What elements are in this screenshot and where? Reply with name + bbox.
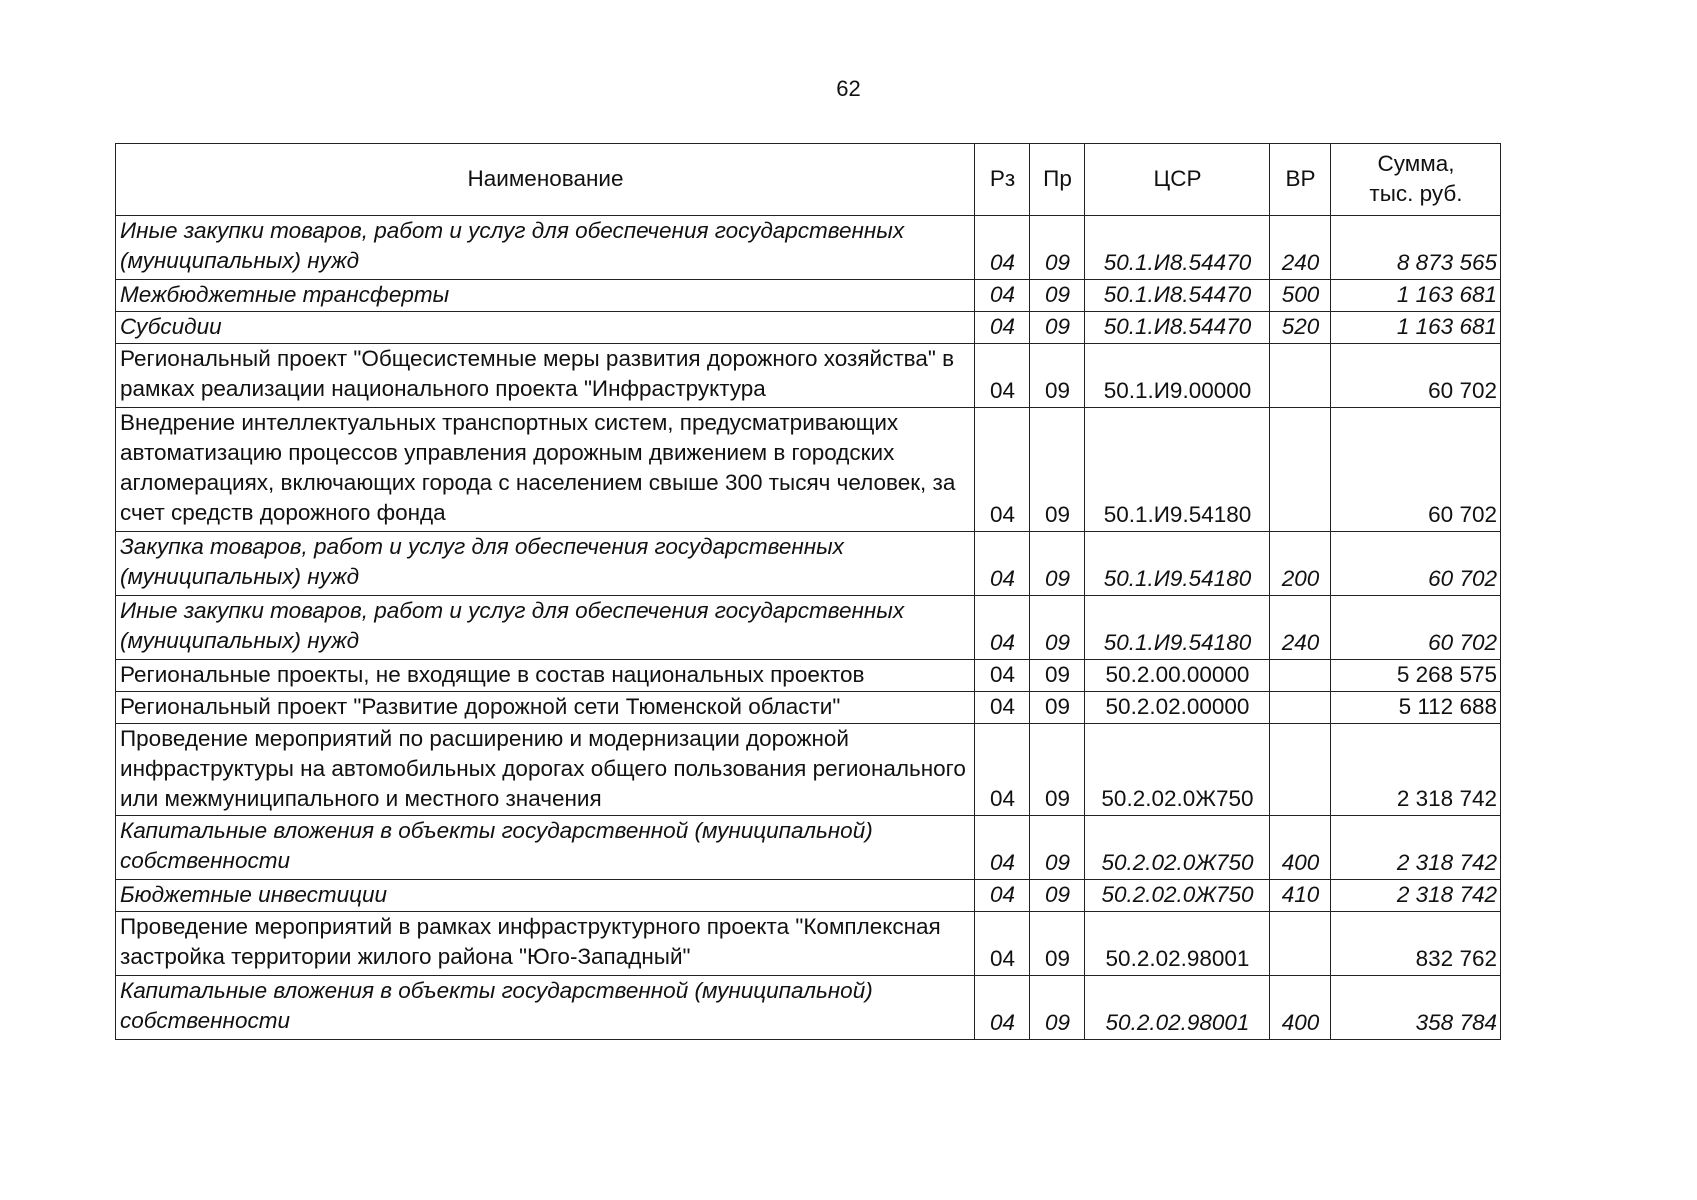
row-csr: 50.2.02.0Ж750 <box>1085 816 1270 880</box>
row-sum: 2 318 742 <box>1331 816 1501 880</box>
row-rz: 04 <box>975 532 1030 596</box>
row-csr: 50.2.00.00000 <box>1085 660 1270 692</box>
row-sum: 832 762 <box>1331 912 1501 976</box>
row-sum: 8 873 565 <box>1331 216 1501 280</box>
row-vr <box>1270 660 1331 692</box>
row-rz: 04 <box>975 312 1030 344</box>
row-vr: 520 <box>1270 312 1331 344</box>
table-row <box>116 816 1501 880</box>
row-name: Внедрение интеллектуальных транспортных систем, предусматривающих автоматизацию процессов управления дорожным движением в городских агломерациях, включающих города с населением свыше 300 тысяч человек, за счет средств дорожного фонда <box>116 408 975 532</box>
row-name: Проведение мероприятий по расширению и модернизации дорожной инфраструктуры на автомобильных дорогах общего пользования регионального или межмуниципального и местного значения <box>116 724 975 816</box>
row-csr: 50.2.02.0Ж750 <box>1085 880 1270 912</box>
row-pr: 09 <box>1030 880 1085 912</box>
row-csr: 50.1.И8.54470 <box>1085 312 1270 344</box>
row-sum: 2 318 742 <box>1331 724 1501 816</box>
row-vr: 240 <box>1270 216 1331 280</box>
header-csr: ЦСР <box>1085 144 1270 216</box>
row-sum: 5 112 688 <box>1331 692 1501 724</box>
header-name: Наименование <box>116 144 975 216</box>
table-row <box>116 596 1501 660</box>
row-sum: 1 163 681 <box>1331 312 1501 344</box>
row-pr: 09 <box>1030 280 1085 312</box>
row-name: Региональный проект "Общесистемные меры развития дорожного хозяйства" в рамках реализации национального проекта "Инфраструктура <box>116 344 975 408</box>
header-rz: Рз <box>975 144 1030 216</box>
row-rz: 04 <box>975 880 1030 912</box>
row-sum: 2 318 742 <box>1331 880 1501 912</box>
table-row <box>116 312 1501 344</box>
row-pr: 09 <box>1030 912 1085 976</box>
row-name: Иные закупки товаров, работ и услуг для обеспечения государственных (муниципальных) нужд <box>116 216 975 280</box>
row-rz: 04 <box>975 216 1030 280</box>
row-pr: 09 <box>1030 408 1085 532</box>
page-number: 62 <box>836 76 861 101</box>
row-sum: 5 268 575 <box>1331 660 1501 692</box>
table-row <box>116 216 1501 280</box>
row-sum: 60 702 <box>1331 408 1501 532</box>
row-csr: 50.1.И9.54180 <box>1085 532 1270 596</box>
row-pr: 09 <box>1030 596 1085 660</box>
row-csr: 50.1.И9.54180 <box>1085 408 1270 532</box>
table-row <box>116 880 1501 912</box>
row-vr: 410 <box>1270 880 1331 912</box>
row-vr: 400 <box>1270 976 1331 1040</box>
header-sum <box>1331 144 1501 216</box>
row-csr: 50.2.02.00000 <box>1085 692 1270 724</box>
row-vr <box>1270 344 1331 408</box>
table-row <box>116 280 1501 312</box>
row-sum: 1 163 681 <box>1331 280 1501 312</box>
row-rz: 04 <box>975 408 1030 532</box>
row-rz: 04 <box>975 724 1030 816</box>
row-pr: 09 <box>1030 216 1085 280</box>
row-vr: 500 <box>1270 280 1331 312</box>
row-csr: 50.1.И9.00000 <box>1085 344 1270 408</box>
row-csr: 50.2.02.98001 <box>1085 912 1270 976</box>
row-csr: 50.2.02.98001 <box>1085 976 1270 1040</box>
row-vr: 400 <box>1270 816 1331 880</box>
row-rz: 04 <box>975 912 1030 976</box>
row-pr: 09 <box>1030 976 1085 1040</box>
row-csr: 50.2.02.0Ж750 <box>1085 724 1270 816</box>
row-pr: 09 <box>1030 532 1085 596</box>
table-row <box>116 912 1501 976</box>
header-pr: Пр <box>1030 144 1085 216</box>
row-name: Капитальные вложения в объекты государственной (муниципальной) собственности <box>116 816 975 880</box>
row-rz: 04 <box>975 280 1030 312</box>
row-vr: 200 <box>1270 532 1331 596</box>
row-csr: 50.1.И8.54470 <box>1085 216 1270 280</box>
table-row <box>116 692 1501 724</box>
row-pr: 09 <box>1030 816 1085 880</box>
row-sum: 60 702 <box>1331 596 1501 660</box>
row-pr: 09 <box>1030 660 1085 692</box>
row-name: Иные закупки товаров, работ и услуг для обеспечения государственных (муниципальных) нужд <box>116 596 975 660</box>
row-rz: 04 <box>975 344 1030 408</box>
table-header-row <box>116 144 1501 216</box>
row-rz: 04 <box>975 660 1030 692</box>
row-vr: 240 <box>1270 596 1331 660</box>
row-pr: 09 <box>1030 344 1085 408</box>
row-sum: 60 702 <box>1331 344 1501 408</box>
table-row <box>116 660 1501 692</box>
row-vr <box>1270 912 1331 976</box>
row-name: Региональные проекты, не входящие в состав национальных проектов <box>116 660 975 692</box>
row-vr <box>1270 692 1331 724</box>
table-row <box>116 408 1501 532</box>
table-row <box>116 724 1501 816</box>
row-rz: 04 <box>975 692 1030 724</box>
row-csr: 50.1.И8.54470 <box>1085 280 1270 312</box>
table-row <box>116 532 1501 596</box>
row-name: Межбюджетные трансферты <box>116 280 975 312</box>
row-name: Закупка товаров, работ и услуг для обеспечения государственных (муниципальных) нужд <box>116 532 975 596</box>
row-rz: 04 <box>975 976 1030 1040</box>
header-sum-line1: Сумма, <box>1377 151 1455 176</box>
row-csr: 50.1.И9.54180 <box>1085 596 1270 660</box>
header-sum-line2: тыс. руб. <box>1369 181 1463 206</box>
row-sum: 60 702 <box>1331 532 1501 596</box>
row-name: Бюджетные инвестиции <box>116 880 975 912</box>
row-vr <box>1270 724 1331 816</box>
row-rz: 04 <box>975 816 1030 880</box>
row-pr: 09 <box>1030 692 1085 724</box>
row-vr <box>1270 408 1331 532</box>
row-name: Проведение мероприятий в рамках инфраструктурного проекта "Комплексная застройка территории жилого района "Юго-Западный" <box>116 912 975 976</box>
row-name: Региональный проект "Развитие дорожной сети Тюменской области" <box>116 692 975 724</box>
row-pr: 09 <box>1030 312 1085 344</box>
row-rz: 04 <box>975 596 1030 660</box>
row-name: Субсидии <box>116 312 975 344</box>
row-pr: 09 <box>1030 724 1085 816</box>
budget-table <box>115 143 1501 1040</box>
row-name: Капитальные вложения в объекты государственной (муниципальной) собственности <box>116 976 975 1040</box>
table-row <box>116 976 1501 1040</box>
header-vr: ВР <box>1270 144 1331 216</box>
table-row <box>116 344 1501 408</box>
row-sum: 358 784 <box>1331 976 1501 1040</box>
